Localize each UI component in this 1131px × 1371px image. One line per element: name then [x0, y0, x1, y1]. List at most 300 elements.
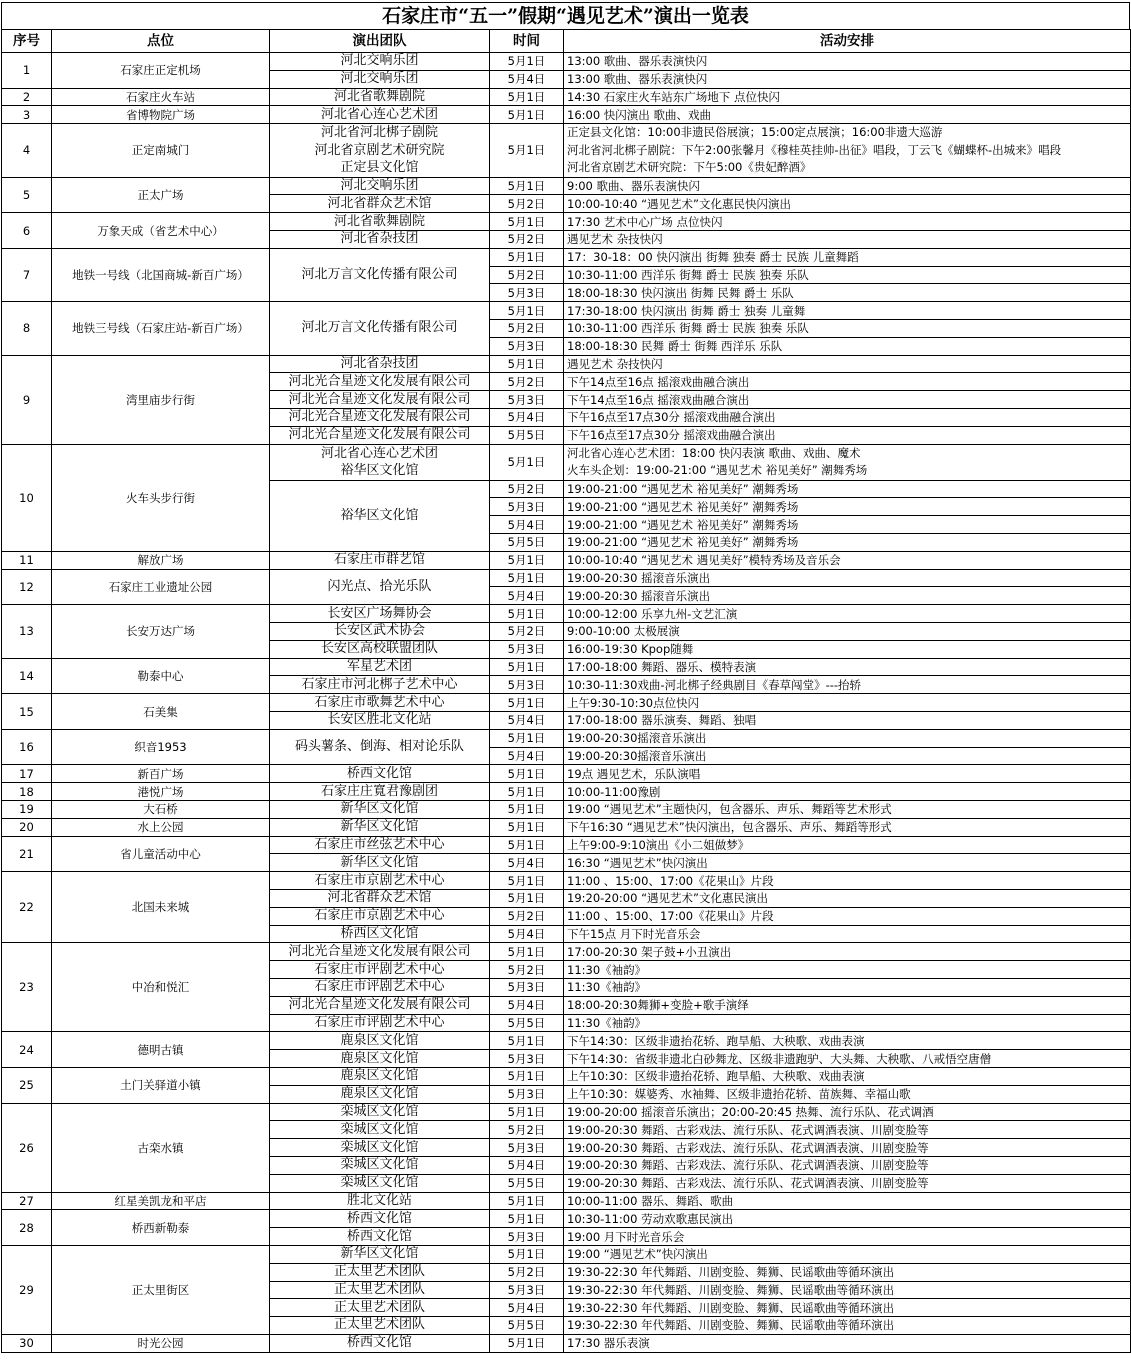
date-cell: 5月3日: [490, 1228, 564, 1246]
team-cell: 河北光合星迹文化发展有限公司: [270, 426, 490, 444]
activity-cell: [564, 124, 1131, 178]
activity-cell: 10:00-11:00 器乐、舞蹈、歌曲: [564, 1192, 1131, 1210]
table-row: [2, 1210, 1131, 1228]
venue-cell: 港悦广场: [52, 783, 270, 801]
activity-cell: 13:00 歌曲、器乐表演快闪: [564, 70, 1131, 88]
venue-cell: 省儿童活动中心: [52, 836, 270, 872]
team-cell: 鹿泉区文化馆: [270, 1067, 490, 1085]
venue-cell: 勒泰中心: [52, 658, 270, 694]
activity-cell: 19:00-21:00 “遇见艺术 裕见美好” 潮舞秀场: [564, 498, 1131, 516]
date-cell: 5月5日: [490, 1014, 564, 1032]
date-cell: 5月4日: [490, 925, 564, 943]
team-cell: 长安区胜北文化站: [270, 712, 490, 730]
venue-cell: 石家庄火车站: [52, 88, 270, 106]
row-number: 8: [2, 302, 52, 355]
activity-cell: 11:30《袖韵》: [564, 1014, 1131, 1032]
activity-cell: 11:00 、15:00、17:00《花果山》片段: [564, 907, 1131, 925]
table-row: [2, 605, 1131, 623]
team-cell: 河北光合星迹文化发展有限公司: [270, 373, 490, 391]
activity-cell: 19点 遇见艺术，乐队演唱: [564, 765, 1131, 783]
row-number: 9: [2, 355, 52, 444]
activity-cell: 19:00-20:30 摇滚音乐演出: [564, 587, 1131, 605]
table-row: [2, 444, 1131, 480]
activity-cell: [564, 444, 1131, 480]
activity-cell: 遇见艺术 杂技快闪: [564, 231, 1131, 249]
activity-cell: 19:00-20:30摇滚音乐演出: [564, 729, 1131, 747]
activity-cell: 17:00-18:00 舞蹈、器乐、模特表演: [564, 658, 1131, 676]
table-row: [2, 124, 1131, 178]
team-cell: 长安区武术协会: [270, 623, 490, 641]
row-number: 21: [2, 836, 52, 872]
activity-cell: 上午10:30：区级非遗抬花轿、跑旱船、大秧歌、戏曲表演: [564, 1067, 1131, 1085]
date-cell: 5月2日: [490, 373, 564, 391]
team-cell: 码头薯条、倒海、相对论乐队: [270, 729, 490, 765]
row-number: 15: [2, 694, 52, 730]
team-cell: 河北省歌舞剧院: [270, 88, 490, 106]
date-cell: 5月1日: [490, 836, 564, 854]
activity-cell: 19:00 月下时光音乐会: [564, 1228, 1131, 1246]
table-row: [2, 551, 1131, 569]
date-cell: 5月3日: [490, 676, 564, 694]
venue-cell: 北国未来城: [52, 872, 270, 943]
team-cell: 河北光合星迹文化发展有限公司: [270, 943, 490, 961]
date-cell: 5月5日: [490, 1174, 564, 1192]
activity-cell: 遇见艺术 杂技快闪: [564, 355, 1131, 373]
date-cell: 5月4日: [490, 712, 564, 730]
activity-cell: 18:00-20:30舞狮+变脸+歌手演绎: [564, 996, 1131, 1014]
date-cell: 5月1日: [490, 943, 564, 961]
team-cell: 河北光合星迹文化发展有限公司: [270, 996, 490, 1014]
team-cell: 栾城区文化馆: [270, 1156, 490, 1174]
row-number: 28: [2, 1210, 52, 1246]
team-cell: 桥西文化馆: [270, 1210, 490, 1228]
team-cell: 石家庄庄寬君豫剧团: [270, 783, 490, 801]
team-cell: 桥西区文化馆: [270, 925, 490, 943]
activity-cell: 10:00-10:40 “遇见艺术”文化惠民快闪演出: [564, 195, 1131, 213]
activity-cell-line: 河北省心连心艺术团：18:00 快闪表演 歌曲、戏曲、魔术: [567, 445, 861, 460]
date-cell: 5月4日: [490, 747, 564, 765]
activity-cell: 下午15点 月下时光音乐会: [564, 925, 1131, 943]
row-number: 30: [2, 1334, 52, 1352]
team-cell: 石家庄市京剧艺术中心: [270, 872, 490, 890]
activity-cell: 9:00 歌曲、器乐表演快闪: [564, 177, 1131, 195]
table-row: [2, 248, 1131, 266]
date-cell: 5月3日: [490, 391, 564, 409]
activity-cell: 下午16点至17点30分 摇滚戏曲融合演出: [564, 409, 1131, 427]
activity-cell: 16:30 “遇见艺术”快闪演出: [564, 854, 1131, 872]
venue-cell: 正太广场: [52, 177, 270, 213]
row-number: 17: [2, 765, 52, 783]
team-cell: 石家庄市京剧艺术中心: [270, 907, 490, 925]
activity-cell-line: 河北省河北梆子剧院：下午2:00张馨月《穆桂英挂帅-出征》唱段，丁云飞《蝴蝶杯-出城来》唱段: [567, 142, 1062, 157]
date-cell: 5月3日: [490, 498, 564, 516]
row-number: 14: [2, 658, 52, 694]
activity-cell: 13:00 歌曲、器乐表演快闪: [564, 53, 1131, 71]
table-row: [2, 658, 1131, 676]
date-cell: 5月1日: [490, 569, 564, 587]
team-cell: 正太里艺术团队: [270, 1281, 490, 1299]
activity-cell: 19:00-20:00 摇滚音乐演出；20:00-20:45 热舞、流行乐队、花式调酒: [564, 1103, 1131, 1121]
table-row: [2, 1067, 1131, 1085]
team-cell: 河北省歌舞剧院: [270, 213, 490, 231]
date-cell: 5月5日: [490, 534, 564, 552]
team-cell: 鹿泉区文化馆: [270, 1050, 490, 1068]
date-cell: 5月4日: [490, 854, 564, 872]
date-cell: 5月1日: [490, 1103, 564, 1121]
date-cell: 5月1日: [490, 889, 564, 907]
date-cell: 5月1日: [490, 1245, 564, 1263]
team-cell-line: 正定县文化馆: [340, 160, 419, 176]
row-number: 24: [2, 1032, 52, 1068]
row-number: 27: [2, 1192, 52, 1210]
activity-cell: 16:00-19:30 Kpop随舞: [564, 640, 1131, 658]
row-number: 4: [2, 124, 52, 178]
date-cell: 5月2日: [490, 907, 564, 925]
team-cell: 河北省杂技团: [270, 231, 490, 249]
activity-cell: 下午14:30：省级非遗北白砂舞龙、区级非遗跑驴、大头舞、大秧歌、八戒悟空唐僧: [564, 1050, 1131, 1068]
activity-cell: 16:00 快闪演出 歌曲、戏曲: [564, 106, 1131, 124]
activity-cell: 19:30-22:30 年代舞蹈、川剧变脸、舞狮、民谣歌曲等循环演出: [564, 1317, 1131, 1335]
date-cell: 5月5日: [490, 1317, 564, 1335]
date-cell: 5月3日: [490, 1139, 564, 1157]
activity-cell: 下午16点至17点30分 摇滚戏曲融合演出: [564, 426, 1131, 444]
team-cell: 河北万言文化传播有限公司: [270, 302, 490, 355]
team-cell: 石家庄市群艺馆: [270, 551, 490, 569]
team-cell: [270, 124, 490, 178]
team-cell: 石家庄市评剧艺术中心: [270, 978, 490, 996]
team-cell: 长安区广场舞协会: [270, 605, 490, 623]
team-cell: 河北省群众艺术馆: [270, 889, 490, 907]
team-cell-line: 裕华区文化馆: [340, 463, 419, 479]
table-row: [2, 872, 1131, 890]
activity-cell: 19:00 “遇见艺术”快闪演出: [564, 1245, 1131, 1263]
row-number: 10: [2, 444, 52, 551]
team-cell: 新华区文化馆: [270, 800, 490, 818]
date-cell: 5月1日: [490, 213, 564, 231]
table-row: [2, 1192, 1131, 1210]
venue-cell: 大石桥: [52, 800, 270, 818]
team-cell: 正太里艺术团队: [270, 1263, 490, 1281]
venue-cell: 石家庄工业遗址公园: [52, 569, 270, 605]
team-cell: 河北光合星迹文化发展有限公司: [270, 409, 490, 427]
team-cell: 新华区文化馆: [270, 854, 490, 872]
venue-cell: 正定南城门: [52, 124, 270, 178]
table-row: [2, 800, 1131, 818]
team-cell: 栾城区文化馆: [270, 1174, 490, 1192]
activity-cell: 17:00-20:30 架子鼓+小丑演出: [564, 943, 1131, 961]
date-cell: 5月1日: [490, 124, 564, 178]
team-cell-line: 河北省河北梆子剧院: [320, 125, 438, 141]
team-cell: 鹿泉区文化馆: [270, 1032, 490, 1050]
table-row: [2, 1334, 1131, 1352]
table-row: [2, 355, 1131, 373]
team-cell: [270, 444, 490, 480]
activity-cell: 19:00-20:30 舞蹈、古彩戏法、流行乐队、花式调酒表演、川剧变脸等: [564, 1121, 1131, 1139]
venue-cell: 地铁一号线（北国商城-新百广场）: [52, 248, 270, 301]
activity-cell-line: 正定县文化馆：10:00非遗民俗展演；15:00定点展演；16:00非遗大巡游: [567, 125, 943, 140]
date-cell: 5月4日: [490, 587, 564, 605]
venue-cell: 石家庄正定机场: [52, 53, 270, 89]
team-cell: 石家庄市河北梆子艺术中心: [270, 676, 490, 694]
date-cell: 5月4日: [490, 1299, 564, 1317]
date-cell: 5月2日: [490, 961, 564, 979]
venue-cell: 省博物院广场: [52, 106, 270, 124]
table-row: [2, 53, 1131, 71]
table-row: [2, 106, 1131, 124]
activity-cell: 10:30-11:00 西洋乐 街舞 爵士 民族 独奏 乐队: [564, 320, 1131, 338]
activity-cell: 上午10:30：媒婆秀、水袖舞、区级非遗抬花轿、苗族舞、幸福山歌: [564, 1085, 1131, 1103]
activity-cell: 下午16:30 “遇见艺术”快闪演出，包含器乐、声乐、舞蹈等形式: [564, 818, 1131, 836]
date-cell: 5月2日: [490, 1263, 564, 1281]
row-number: 19: [2, 800, 52, 818]
row-number: 3: [2, 106, 52, 124]
venue-cell: 古栾水镇: [52, 1103, 270, 1192]
team-cell: 军星艺术团: [270, 658, 490, 676]
team-cell: 桥西文化馆: [270, 1334, 490, 1352]
date-cell: 5月1日: [490, 53, 564, 71]
team-cell: 栾城区文化馆: [270, 1121, 490, 1139]
venue-cell: 桥西新勒泰: [52, 1210, 270, 1246]
venue-cell: 新百广场: [52, 765, 270, 783]
team-cell: 新华区文化馆: [270, 818, 490, 836]
date-cell: 5月3日: [490, 284, 564, 302]
activity-cell: 11:00 、15:00、17:00《花果山》片段: [564, 872, 1131, 890]
team-cell: 河北交响乐团: [270, 70, 490, 88]
activity-cell: 14:30 石家庄火车站东广场地下 点位快闪: [564, 88, 1131, 106]
venue-cell: 中冶和悦汇: [52, 943, 270, 1032]
activity-cell: 17:30 器乐表演: [564, 1334, 1131, 1352]
table-row: [2, 1032, 1131, 1050]
activity-cell: 9:00-10:00 太极展演: [564, 623, 1131, 641]
venue-cell: 德明古镇: [52, 1032, 270, 1068]
date-cell: 5月3日: [490, 978, 564, 996]
table-body: [2, 53, 1131, 1353]
row-number: 16: [2, 729, 52, 765]
activity-cell: 19:00-21:00 “遇见艺术 裕见美好” 潮舞秀场: [564, 516, 1131, 534]
date-cell: 5月1日: [490, 444, 564, 480]
team-cell: 闪光点、拾光乐队: [270, 569, 490, 605]
date-cell: 5月2日: [490, 1121, 564, 1139]
date-cell: 5月1日: [490, 355, 564, 373]
venue-cell: 水上公园: [52, 818, 270, 836]
row-number: 25: [2, 1067, 52, 1103]
activity-cell: 上午9:30-10:30点位快闪: [564, 694, 1131, 712]
date-cell: 5月2日: [490, 231, 564, 249]
date-cell: 5月1日: [490, 694, 564, 712]
date-cell: 5月1日: [490, 872, 564, 890]
header-team: 演出团队: [270, 30, 490, 53]
team-cell: 河北交响乐团: [270, 53, 490, 71]
activity-cell: 17:00-18:00 器乐演奏、舞蹈、独唱: [564, 712, 1131, 730]
team-cell: 正太里艺术团队: [270, 1299, 490, 1317]
date-cell: 5月1日: [490, 1192, 564, 1210]
table-row: [2, 1245, 1131, 1263]
activity-cell: 上午9:00-9:10演出《小二姐做梦》: [564, 836, 1131, 854]
date-cell: 5月1日: [490, 1067, 564, 1085]
table-row: [2, 818, 1131, 836]
date-cell: 5月4日: [490, 1156, 564, 1174]
activity-cell: 19:00-21:00 “遇见艺术 裕见美好” 潮舞秀场: [564, 480, 1131, 498]
activity-cell: 19:30-22:30 年代舞蹈、川剧变脸、舞狮、民谣歌曲等循环演出: [564, 1299, 1131, 1317]
team-cell: 裕华区文化馆: [270, 480, 490, 551]
date-cell: 5月1日: [490, 783, 564, 801]
row-number: 11: [2, 551, 52, 569]
activity-cell: 19:00-20:30摇滚音乐演出: [564, 747, 1131, 765]
venue-cell: 解放广场: [52, 551, 270, 569]
table-row: [2, 302, 1131, 320]
date-cell: 5月5日: [490, 426, 564, 444]
date-cell: 5月1日: [490, 658, 564, 676]
team-cell: 正太里艺术团队: [270, 1317, 490, 1335]
header-time: 时间: [490, 30, 564, 53]
date-cell: 5月4日: [490, 409, 564, 427]
team-cell: 栾城区文化馆: [270, 1139, 490, 1157]
row-number: 7: [2, 248, 52, 301]
date-cell: 5月3日: [490, 337, 564, 355]
date-cell: 5月1日: [490, 729, 564, 747]
activity-cell: 17：30-18：00 快闪演出 街舞 独奏 爵士 民族 儿童舞蹈: [564, 248, 1131, 266]
table-row: [2, 836, 1131, 854]
row-number: 1: [2, 53, 52, 89]
venue-cell: 石美集: [52, 694, 270, 730]
date-cell: 5月1日: [490, 1210, 564, 1228]
activity-cell: 11:30《袖韵》: [564, 961, 1131, 979]
date-cell: 5月3日: [490, 1050, 564, 1068]
team-cell: 石家庄市歌舞艺术中心: [270, 694, 490, 712]
activity-cell-line: 火车头企划：19:00-21:00 “遇见艺术 裕见美好” 潮舞秀场: [567, 463, 868, 478]
activity-cell: 下午14点至16点 摇滚戏曲融合演出: [564, 391, 1131, 409]
date-cell: 5月4日: [490, 70, 564, 88]
header-row: [2, 30, 1131, 53]
date-cell: 5月1日: [490, 1032, 564, 1050]
team-cell: 栾城区文化馆: [270, 1103, 490, 1121]
team-cell: 桥西文化馆: [270, 1228, 490, 1246]
activity-cell: 17:30-18:00 快闪演出 街舞 爵士 独奏 儿童舞: [564, 302, 1131, 320]
date-cell: 5月2日: [490, 480, 564, 498]
date-cell: 5月2日: [490, 195, 564, 213]
activity-cell: 下午14:30：区级非遗抬花轿、跑旱船、大秧歌、戏曲表演: [564, 1032, 1131, 1050]
activity-cell: 10:30-11:00 西洋乐 街舞 爵士 民族 独奏 乐队: [564, 266, 1131, 284]
activity-cell: 19:00-20:30 舞蹈、古彩戏法、流行乐队、花式调酒表演、川剧变脸等: [564, 1174, 1131, 1192]
team-cell: 河北交响乐团: [270, 177, 490, 195]
activity-cell: 18:00-18:30 民舞 爵士 街舞 西洋乐 乐队: [564, 337, 1131, 355]
activity-cell: 18:00-18:30 快闪演出 街舞 民舞 爵士 乐队: [564, 284, 1131, 302]
date-cell: 5月1日: [490, 177, 564, 195]
activity-cell: 19:00-20:30 舞蹈、古彩戏法、流行乐队、花式调酒表演、川剧变脸等: [564, 1139, 1131, 1157]
table-row: [2, 88, 1131, 106]
team-cell: 胜北文化站: [270, 1192, 490, 1210]
row-number: 12: [2, 569, 52, 605]
date-cell: 5月2日: [490, 623, 564, 641]
venue-cell: 湾里庙步行街: [52, 355, 270, 444]
team-cell: 桥西文化馆: [270, 765, 490, 783]
row-number: 22: [2, 872, 52, 943]
date-cell: 5月3日: [490, 1085, 564, 1103]
date-cell: 5月1日: [490, 605, 564, 623]
team-cell: 河北省心连心艺术团: [270, 106, 490, 124]
activity-cell: 10:30-11:30戏曲-河北梆子经典剧目《春草闯堂》---抬轿: [564, 676, 1131, 694]
activity-cell: 19:30-22:30 年代舞蹈、川剧变脸、舞狮、民谣歌曲等循环演出: [564, 1281, 1131, 1299]
date-cell: 5月1日: [490, 765, 564, 783]
activity-cell: 10:00-12:00 乐享九州-文艺汇演: [564, 605, 1131, 623]
activity-cell: 19:00 “遇见艺术”主题快闪，包含器乐、声乐、舞蹈等艺术形式: [564, 800, 1131, 818]
team-cell: 河北省群众艺术馆: [270, 195, 490, 213]
date-cell: 5月2日: [490, 320, 564, 338]
team-cell: 河北万言文化传播有限公司: [270, 248, 490, 301]
table-row: [2, 694, 1131, 712]
venue-cell: 万象天成（省艺术中心）: [52, 213, 270, 249]
row-number: 23: [2, 943, 52, 1032]
table-row: [2, 569, 1131, 587]
date-cell: 5月3日: [490, 640, 564, 658]
activity-cell: 19:00-20:30 摇滚音乐演出: [564, 569, 1131, 587]
table-row: [2, 729, 1131, 747]
page-title: 石家庄市“五一”假期“遇见艺术”演出一览表: [1, 2, 1130, 29]
team-cell-line: 河北省心连心艺术团: [320, 445, 438, 461]
venue-cell: 正太里街区: [52, 1245, 270, 1334]
date-cell: 5月1日: [490, 302, 564, 320]
date-cell: 5月1日: [490, 248, 564, 266]
team-cell: 石家庄市评剧艺术中心: [270, 961, 490, 979]
activity-cell: 10:30-11:00 劳动欢歌惠民演出: [564, 1210, 1131, 1228]
activity-cell: 17:30 艺术中心广场 点位快闪: [564, 213, 1131, 231]
date-cell: 5月1日: [490, 106, 564, 124]
team-cell-line: 河北省京剧艺术研究院: [314, 142, 445, 158]
venue-cell: 长安万达广场: [52, 605, 270, 658]
activity-cell: 19:00-20:30 舞蹈、古彩戏法、流行乐队、花式调酒表演、川剧变脸等: [564, 1156, 1131, 1174]
date-cell: 5月4日: [490, 996, 564, 1014]
date-cell: 5月1日: [490, 88, 564, 106]
activity-cell: 19:00-21:00 “遇见艺术 裕见美好” 潮舞秀场: [564, 534, 1131, 552]
table-row: [2, 1103, 1131, 1121]
team-cell: 鹿泉区文化馆: [270, 1085, 490, 1103]
venue-cell: 红星美凯龙和平店: [52, 1192, 270, 1210]
activity-cell: 19:30-22:30 年代舞蹈、川剧变脸、舞狮、民谣歌曲等循环演出: [564, 1263, 1131, 1281]
activity-cell: 11:30《袖韵》: [564, 978, 1131, 996]
table-row: [2, 177, 1131, 195]
venue-cell: 地铁三号线（石家庄站-新百广场）: [52, 302, 270, 355]
activity-cell: 19:20-20:00 “遇见艺术”文化惠民演出: [564, 889, 1131, 907]
date-cell: 5月3日: [490, 1281, 564, 1299]
header-activity: 活动安排: [564, 30, 1131, 53]
row-number: 26: [2, 1103, 52, 1192]
team-cell: 长安区高校联盟团队: [270, 640, 490, 658]
table-row: [2, 783, 1131, 801]
activity-cell: 10:00-11:00豫剧: [564, 783, 1131, 801]
venue-cell: 火车头步行街: [52, 444, 270, 551]
table-row: [2, 213, 1131, 231]
date-cell: 5月1日: [490, 1334, 564, 1352]
table-row: [2, 943, 1131, 961]
row-number: 13: [2, 605, 52, 658]
header-venue: 点位: [52, 30, 270, 53]
row-number: 18: [2, 783, 52, 801]
date-cell: 5月1日: [490, 818, 564, 836]
performance-table: [1, 29, 1131, 1353]
row-number: 20: [2, 818, 52, 836]
activity-cell: 下午14点至16点 摇滚戏曲融合演出: [564, 373, 1131, 391]
date-cell: 5月4日: [490, 516, 564, 534]
date-cell: 5月1日: [490, 551, 564, 569]
activity-cell: 10:00-10:40 “遇见艺术 遇见美好”模特秀场及音乐会: [564, 551, 1131, 569]
activity-cell-line: 河北省京剧艺术研究院：下午5:00《贵妃醉酒》: [567, 160, 812, 175]
team-cell: 石家庄市丝弦艺术中心: [270, 836, 490, 854]
date-cell: 5月1日: [490, 800, 564, 818]
table-row: [2, 765, 1131, 783]
row-number: 6: [2, 213, 52, 249]
venue-cell: 织音1953: [52, 729, 270, 765]
date-cell: 5月2日: [490, 266, 564, 284]
